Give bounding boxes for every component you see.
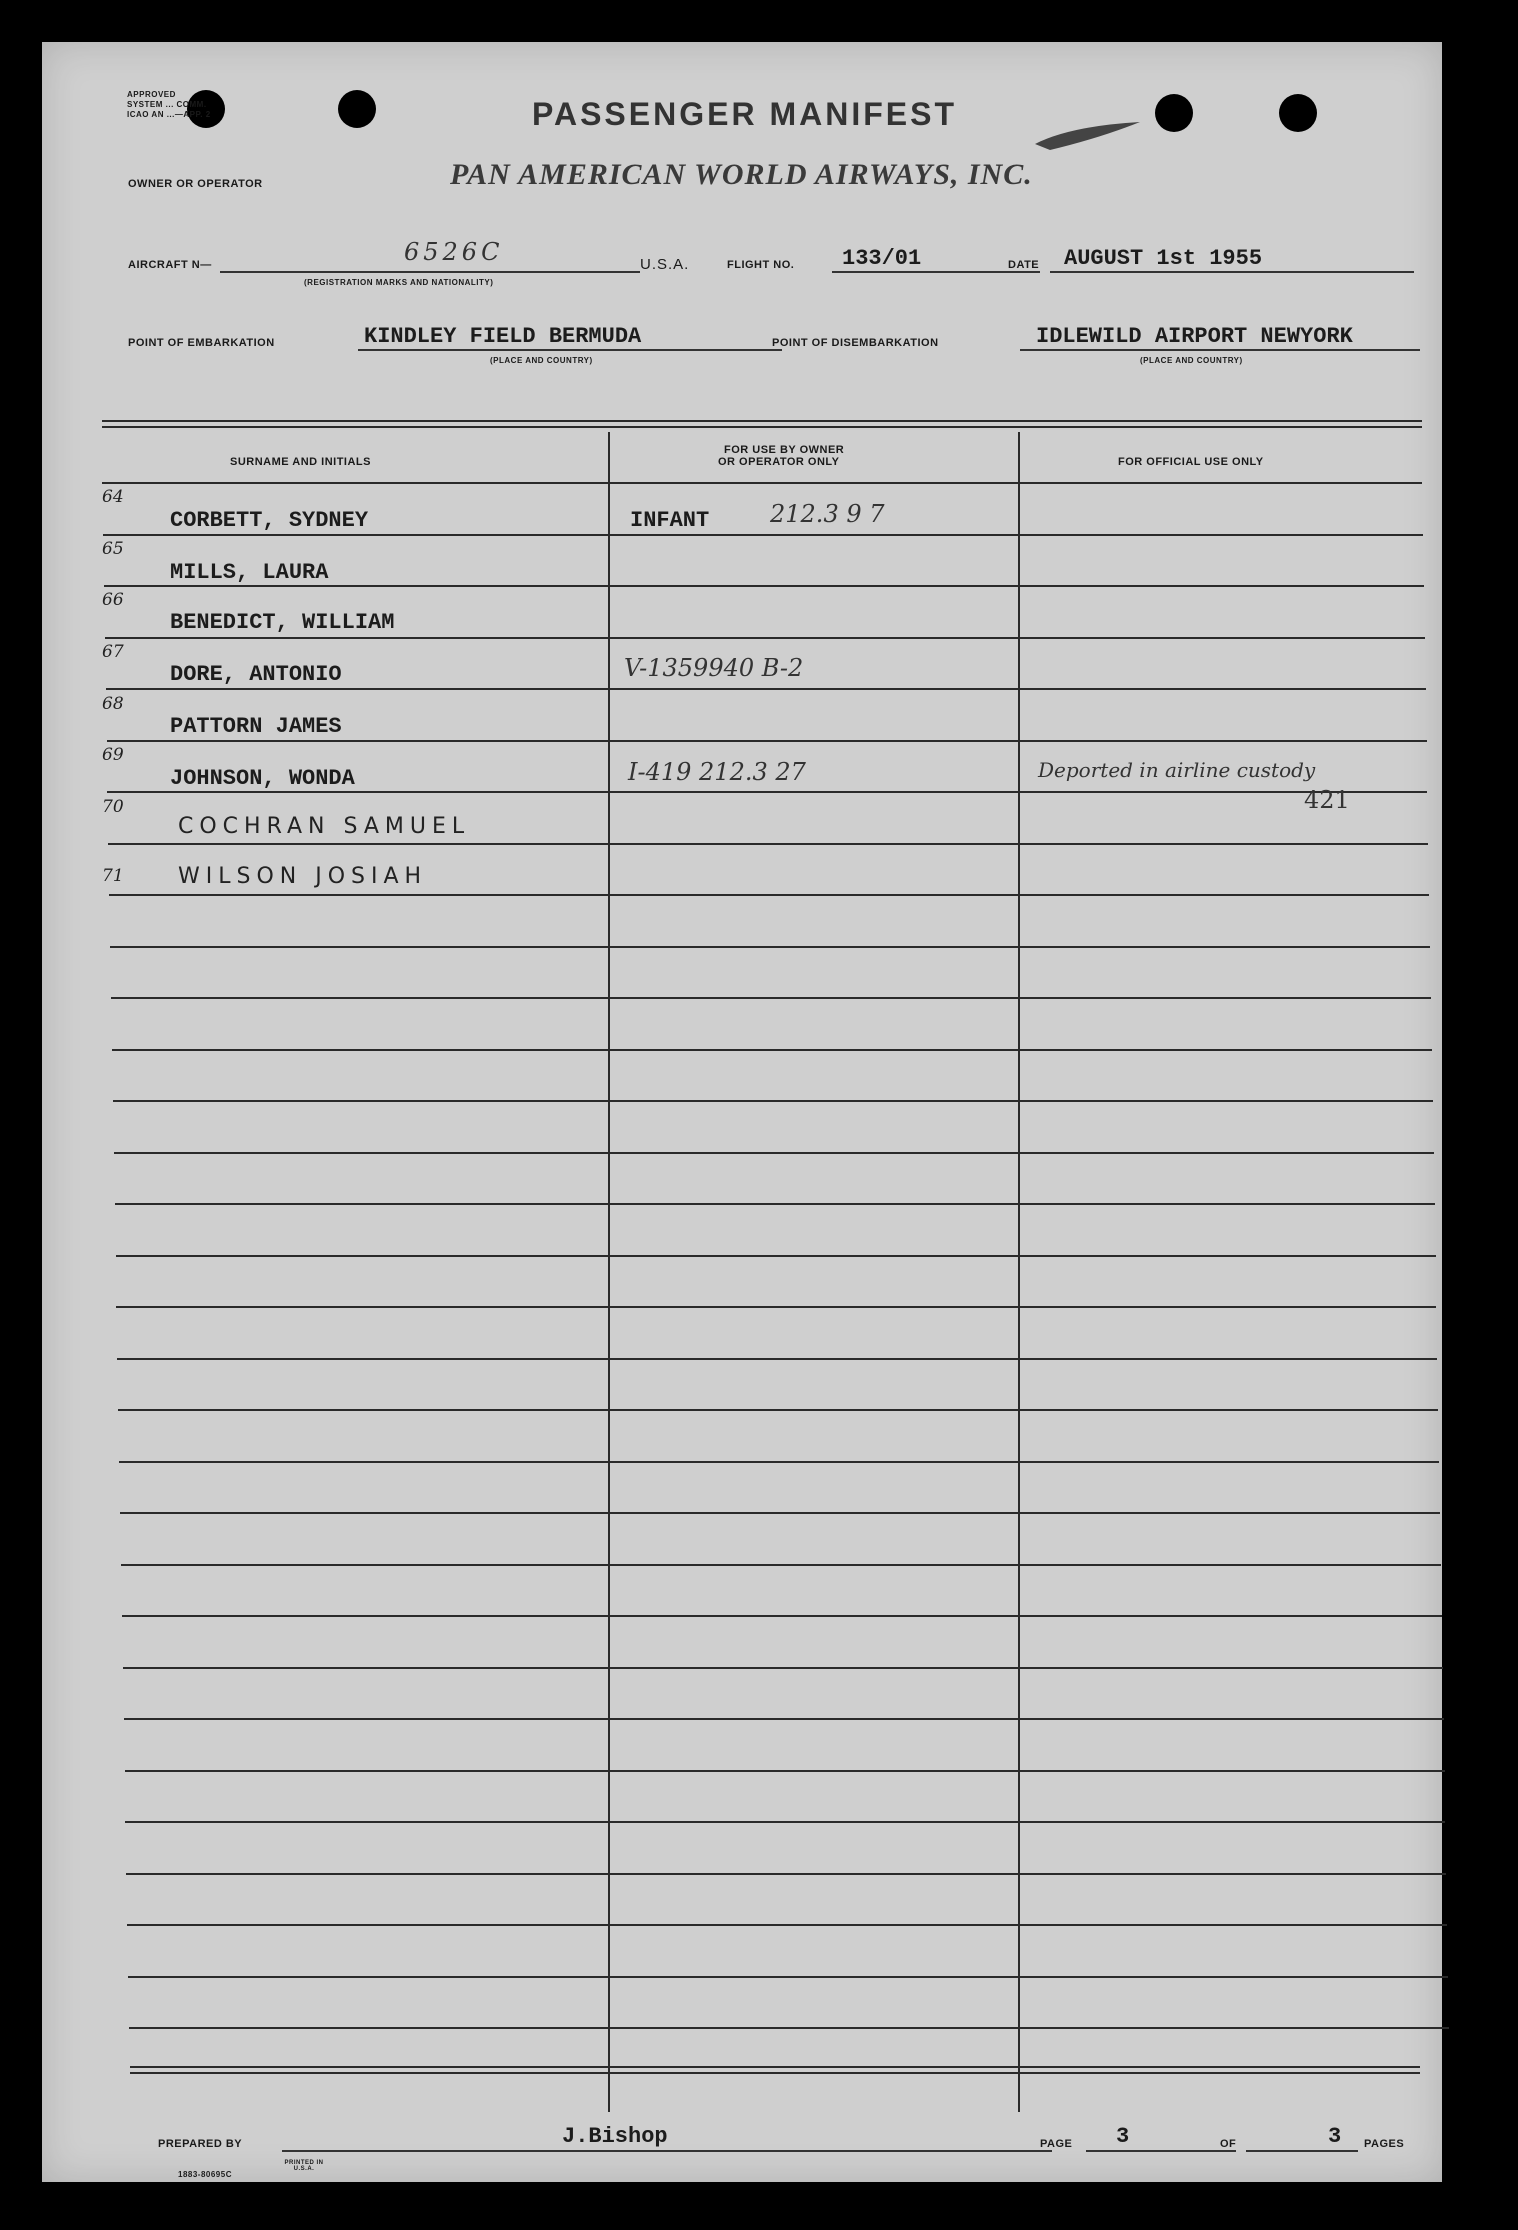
aircraft-value: 6526C [404, 238, 504, 266]
of-value: 3 [1328, 2124, 1342, 2149]
punch-hole [187, 90, 225, 128]
table-bottom-rule [130, 2066, 1420, 2068]
row-rule [106, 688, 1426, 690]
country-label: U.S.A. [640, 256, 690, 273]
row-number: 64 [102, 487, 124, 507]
official-note: Deported in airline custody [1038, 758, 1316, 782]
row-rule [113, 1100, 1433, 1102]
column-header-surname: SURNAME AND INITIALS [230, 456, 371, 468]
row-rule [107, 791, 1427, 793]
disembarkation-value: IDLEWILD AIRPORT NEWYORK [1036, 324, 1353, 349]
row-number: 69 [102, 745, 124, 765]
row-rule [122, 1615, 1442, 1617]
row-rule [120, 1512, 1440, 1514]
embarkation-underline [358, 349, 782, 351]
row-rule [109, 894, 1429, 896]
row-rule [125, 1821, 1445, 1823]
passenger-name: PATTORN JAMES [170, 714, 342, 739]
row-number: 67 [102, 642, 124, 662]
form-code: 1883-80695C [178, 2170, 232, 2179]
embarkation-value: KINDLEY FIELD BERMUDA [364, 324, 642, 349]
column-header-official: FOR OFFICIAL USE ONLY [1118, 456, 1264, 468]
airline-logo-icon [1030, 116, 1150, 152]
row-rule [117, 1358, 1437, 1360]
page-underline [1086, 2150, 1236, 2152]
row-rule [119, 1461, 1439, 1463]
operator-handwriting: V-1359940 B-2 [624, 654, 804, 682]
official-note-number: 421 [1304, 786, 1350, 814]
row-rule [126, 1873, 1446, 1875]
prepared-by-label: PREPARED BY [158, 2138, 243, 2150]
row-rule [115, 1203, 1435, 1205]
page-title: PASSENGER MANIFEST [532, 96, 957, 132]
column-header-operator-line2: OR OPERATOR ONLY [718, 456, 840, 468]
approval-line: ICAO AN ...—APP. 2 [127, 110, 211, 119]
operator-handwriting: 212.3 9 7 [770, 500, 885, 528]
flight-underline [832, 271, 1040, 273]
manifest-sheet [42, 42, 1442, 2182]
date-label: DATE [1008, 259, 1040, 271]
row-rule [125, 1770, 1445, 1772]
row-rule [118, 1409, 1438, 1411]
row-rule [114, 1152, 1434, 1154]
row-rule [124, 1718, 1444, 1720]
page-value: 3 [1116, 2124, 1130, 2149]
disembarkation-label: POINT OF DISEMBARKATION [772, 337, 939, 349]
prepared-by-underline [282, 2150, 1052, 2152]
passenger-name: CORBETT, SYDNEY [170, 508, 369, 533]
approval-line: SYSTEM ... COMM. [127, 100, 207, 109]
row-rule [105, 637, 1425, 639]
row-rule [103, 534, 1423, 536]
punch-hole [338, 90, 376, 128]
date-underline [1050, 271, 1414, 273]
row-number: 68 [102, 694, 124, 714]
table-top-rule [102, 420, 1422, 422]
embarkation-sublabel: (PLACE AND COUNTRY) [490, 356, 593, 365]
passenger-name: MILLS, LAURA [170, 560, 329, 585]
pages-label: PAGES [1364, 2138, 1405, 2150]
column-divider [1018, 432, 1020, 2112]
owner-label: OWNER OR OPERATOR [128, 178, 263, 190]
row-rule [128, 1976, 1448, 1978]
row-number: 70 [102, 797, 124, 817]
column-divider [608, 432, 610, 2112]
aircraft-sublabel: (REGISTRATION MARKS AND NATIONALITY) [304, 278, 494, 287]
row-rule [104, 585, 1424, 587]
table-top-rule [102, 426, 1422, 428]
operator-note: INFANT [630, 508, 710, 533]
table-bottom-rule [130, 2072, 1420, 2074]
passenger-name: WILSON JOSIAH [178, 864, 428, 889]
owner-value: PAN AMERICAN WORLD AIRWAYS, INC. [450, 158, 1033, 191]
passenger-name: BENEDICT, WILLIAM [170, 610, 395, 635]
aircraft-label: AIRCRAFT N— [128, 259, 212, 271]
punch-hole [1155, 94, 1193, 132]
prepared-by-value: J.Bishop [562, 2124, 668, 2149]
row-number: 66 [102, 590, 124, 610]
row-rule [127, 1924, 1447, 1926]
row-rule [110, 946, 1430, 948]
row-rule [116, 1306, 1436, 1308]
passenger-name: COCHRAN SAMUEL [178, 814, 471, 839]
row-rule [116, 1255, 1436, 1257]
printed-note: PRINTED IN U.S.A. [284, 2160, 324, 2172]
row-rule [107, 740, 1427, 742]
aircraft-underline [220, 271, 640, 273]
page-label: PAGE [1040, 2138, 1073, 2150]
operator-handwriting: I-419 212.3 27 [628, 758, 806, 786]
passenger-name: DORE, ANTONIO [170, 662, 342, 687]
row-rule [112, 1049, 1432, 1051]
row-rule [123, 1667, 1443, 1669]
column-header-operator-line1: FOR USE BY OWNER [724, 444, 845, 456]
disembarkation-sublabel: (PLACE AND COUNTRY) [1140, 356, 1243, 365]
row-rule [111, 997, 1431, 999]
passenger-name: JOHNSON, WONDA [170, 766, 355, 791]
row-rule [121, 1564, 1441, 1566]
of-label: OF [1220, 2138, 1237, 2150]
row-number: 71 [102, 866, 124, 886]
flight-label: FLIGHT NO. [727, 259, 795, 271]
date-value: AUGUST 1st 1955 [1064, 246, 1263, 271]
approval-line: APPROVED [127, 90, 176, 99]
punch-hole [1279, 94, 1317, 132]
embarkation-label: POINT OF EMBARKATION [128, 337, 275, 349]
row-rule [129, 2027, 1449, 2029]
row-rule [102, 482, 1422, 484]
row-number: 65 [102, 539, 124, 559]
row-rule [108, 843, 1428, 845]
disembarkation-underline [1020, 349, 1420, 351]
of-underline [1246, 2150, 1358, 2152]
flight-value: 133/01 [842, 246, 922, 271]
